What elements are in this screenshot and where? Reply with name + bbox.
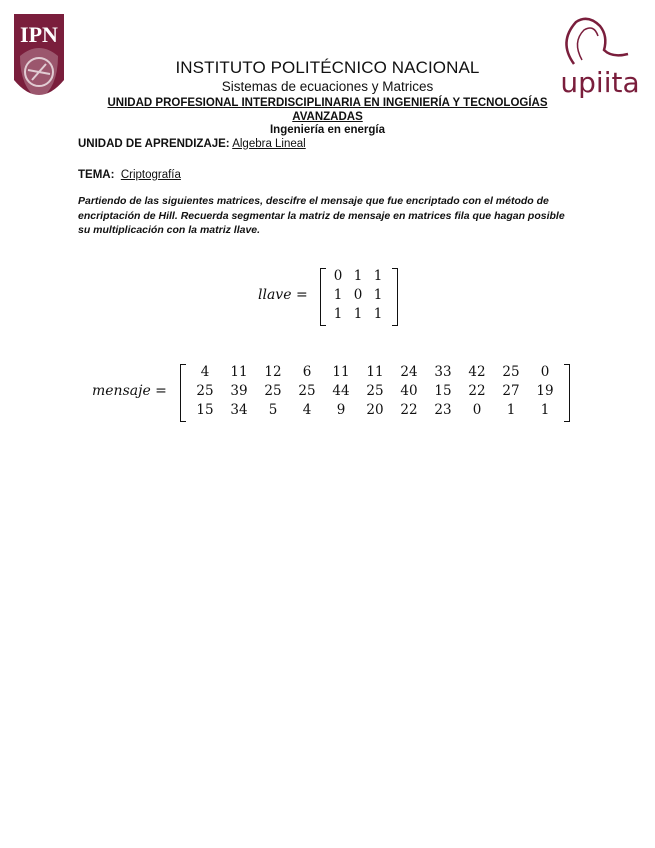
message-matrix-cell: 25 bbox=[196, 383, 214, 399]
message-matrix-cell: 24 bbox=[400, 364, 418, 380]
message-matrix-cell: 23 bbox=[434, 402, 452, 418]
instructions-text: Partiendo de las siguientes matrices, descifre el mensaje que fue encriptado con el método de encriptación de Hill. Recuerda segmentar la matriz de mensaje en matrices fila que hagan posible su multiplicación con la matriz llave. bbox=[78, 195, 565, 237]
message-matrix bbox=[180, 364, 570, 420]
message-matrix-cell: 4 bbox=[200, 364, 210, 380]
key-matrix-cell: 1 bbox=[373, 306, 383, 322]
message-matrix-cell: 25 bbox=[298, 383, 316, 399]
upiita-logo-text: upiita bbox=[560, 66, 640, 98]
message-matrix-cell: 0 bbox=[540, 364, 550, 380]
message-matrix-cell: 39 bbox=[230, 383, 248, 399]
message-matrix-cell: 40 bbox=[400, 383, 418, 399]
academic-unit bbox=[0, 96, 655, 124]
topic-row bbox=[78, 169, 181, 181]
message-matrix-cell: 5 bbox=[268, 402, 278, 418]
message-matrix-bracket-left bbox=[180, 364, 186, 422]
key-matrix-bracket-left bbox=[320, 268, 326, 326]
topic-value: Criptografía bbox=[120, 169, 181, 181]
key-matrix-cell: 1 bbox=[333, 287, 343, 303]
program-name: Ingeniería en energía bbox=[269, 124, 386, 136]
message-matrix-cell: 4 bbox=[302, 402, 312, 418]
message-matrix-cell: 25 bbox=[264, 383, 282, 399]
message-matrix-cell: 19 bbox=[536, 383, 554, 399]
message-matrix-cell: 0 bbox=[472, 402, 482, 418]
key-matrix-cell: 1 bbox=[373, 268, 383, 284]
message-matrix-cell: 25 bbox=[502, 364, 520, 380]
message-matrix-cell: 15 bbox=[196, 402, 214, 418]
topic-label: TEMA: bbox=[78, 169, 115, 181]
message-matrix-cell: 33 bbox=[434, 364, 452, 380]
message-matrix-cell: 1 bbox=[506, 402, 516, 418]
key-matrix bbox=[320, 268, 398, 324]
key-matrix-cell: 1 bbox=[333, 306, 343, 322]
message-matrix-cell: 11 bbox=[366, 364, 384, 380]
message-matrix-label: mensaje = bbox=[92, 383, 167, 399]
key-matrix-cell: 0 bbox=[333, 268, 343, 284]
message-matrix-cell: 25 bbox=[366, 383, 384, 399]
ipn-logo-text: IPN bbox=[20, 22, 58, 47]
message-matrix-cell: 9 bbox=[336, 402, 346, 418]
message-matrix-cell: 34 bbox=[230, 402, 248, 418]
message-matrix-cell: 22 bbox=[468, 383, 486, 399]
key-matrix-cell: 0 bbox=[353, 287, 363, 303]
message-matrix-cell: 11 bbox=[332, 364, 350, 380]
message-matrix-bracket-right bbox=[564, 364, 570, 422]
message-matrix-cell: 42 bbox=[468, 364, 486, 380]
message-matrix-cell: 22 bbox=[400, 402, 418, 418]
message-matrix-cell: 12 bbox=[264, 364, 282, 380]
message-matrix-cell: 44 bbox=[332, 383, 350, 399]
message-matrix-cell: 11 bbox=[230, 364, 248, 380]
message-matrix-cell: 27 bbox=[502, 383, 520, 399]
academic-unit-line2: AVANZADAS bbox=[292, 111, 363, 123]
course-label: UNIDAD DE APRENDIZAJE: bbox=[78, 138, 230, 150]
key-matrix-cell: 1 bbox=[373, 287, 383, 303]
academic-unit-line1: UNIDAD PROFESIONAL INTERDISCIPLINARIA EN INGENIERÍA Y TECNOLOGÍAS bbox=[107, 97, 548, 109]
institution-title: INSTITUTO POLITÉCNICO NACIONAL bbox=[175, 58, 480, 77]
course-row bbox=[78, 138, 306, 150]
key-matrix-bracket-right bbox=[392, 268, 398, 326]
subject-title: Sistemas de ecuaciones y Matrices bbox=[221, 79, 434, 94]
message-matrix-cell: 6 bbox=[302, 364, 312, 380]
key-matrix-label: llave = bbox=[258, 287, 308, 303]
message-matrix-cell: 15 bbox=[434, 383, 452, 399]
key-matrix-cell: 1 bbox=[353, 306, 363, 322]
message-matrix-cell: 1 bbox=[540, 402, 550, 418]
message-matrix-cell: 20 bbox=[366, 402, 384, 418]
course-value: Algebra Lineal bbox=[232, 138, 306, 150]
key-matrix-cell: 1 bbox=[353, 268, 363, 284]
